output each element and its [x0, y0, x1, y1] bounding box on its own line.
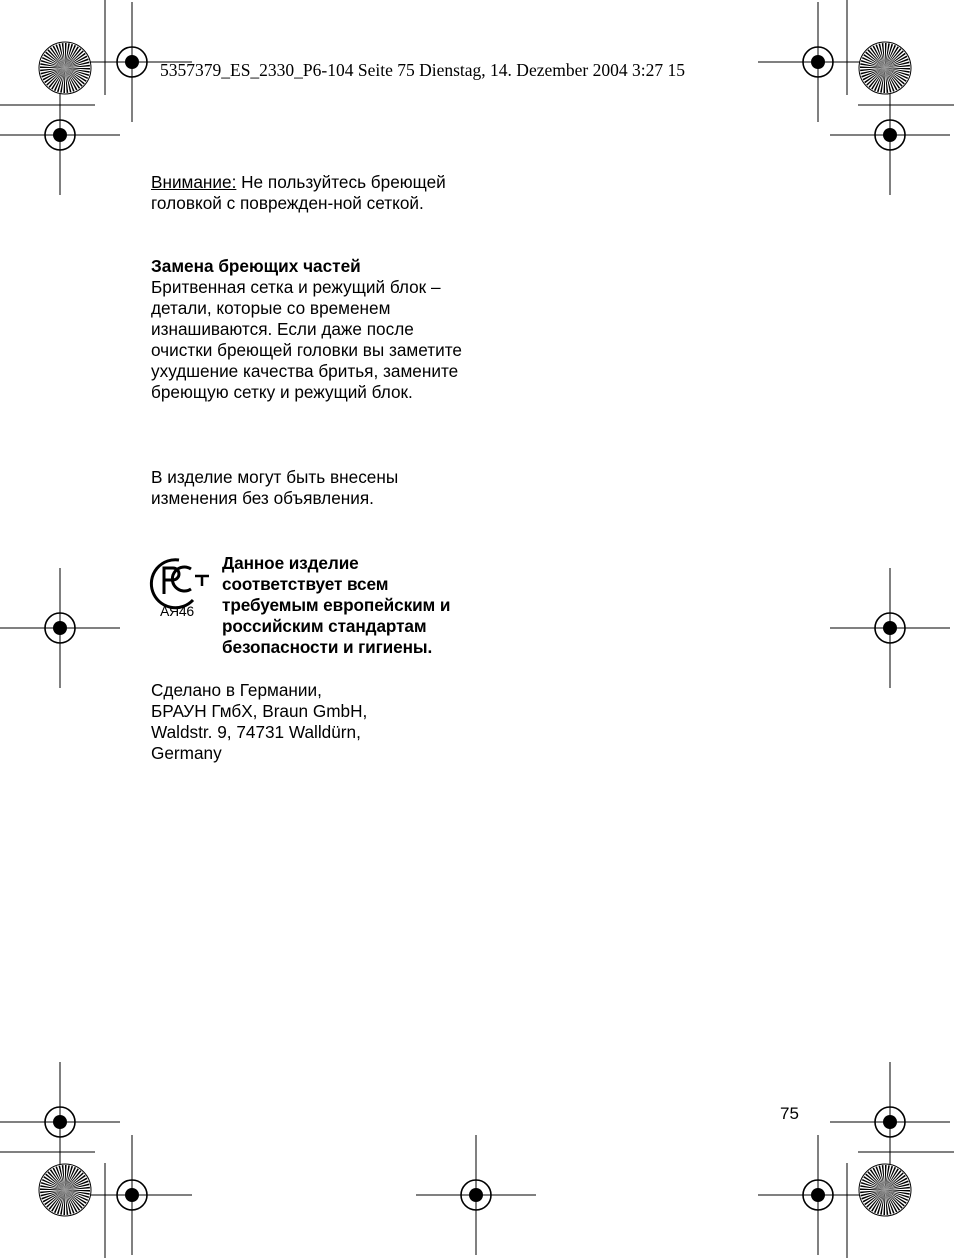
print-header: 5357379_ES_2330_P6-104 Seite 75 Dienstag, 14. Dezember 2004 3:27 15: [160, 60, 685, 80]
replacement-text: Бритвенная сетка и режущий блок – детали, которые со временем изнашиваются. Если даже после очистки бреющей головки вы заметите ухудшение качества бритья, замените бреющую сетку и режущий блок.: [151, 277, 462, 402]
replacement-section: [151, 256, 471, 403]
star-target-mark: [859, 42, 911, 94]
star-target-mark: [39, 42, 91, 94]
manufacturer-address: [151, 680, 471, 764]
replacement-heading: Замена бреющих частей: [151, 256, 361, 276]
certification-statement: Данное изделие соответствует всем требуемым европейским и российским стандартам безопасности и гигиены.: [222, 553, 451, 657]
warning-paragraph: [151, 172, 471, 214]
star-target-mark: [859, 1164, 911, 1216]
star-target-mark: [39, 1164, 91, 1216]
registration-mark: [416, 1135, 536, 1255]
changes-notice-text: В изделие могут быть внесены изменения без объявления.: [151, 467, 399, 508]
manufacturer-line: Waldstr. 9, 74731 Walldürn,: [151, 722, 361, 742]
page-number: 75: [780, 1104, 799, 1123]
manufacturer-line: БРАУН ГмбХ, Braun GmbH,: [151, 701, 368, 721]
warning-label: Внимание:: [151, 172, 237, 192]
manufacturer-line: Сделано в Германии,: [151, 680, 322, 700]
manufacturer-line: Germany: [151, 743, 222, 763]
certification-text: [222, 553, 472, 658]
changes-notice: [151, 467, 471, 509]
registration-mark: [830, 568, 950, 688]
registration-mark: [0, 568, 120, 688]
warning-text: Не пользуйтесь бреющей головкой с поврежден-ной сеткой.: [151, 172, 446, 213]
certification-code: АЯ46: [160, 603, 194, 619]
